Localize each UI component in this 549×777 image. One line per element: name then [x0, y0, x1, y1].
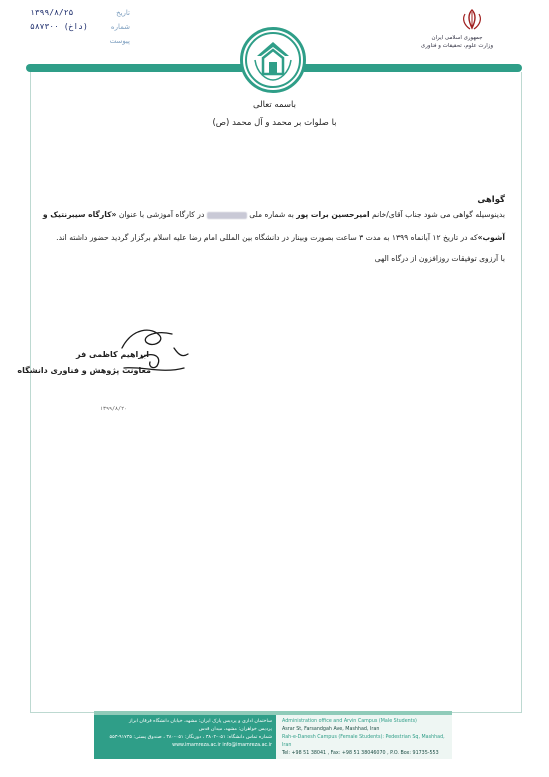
footer-english-text: Administration office and Arvin Campus (Male Students) Asrar St, Farsandgah Ave, Mashhad, Iran Rah-e-Danesh Campus (Female Students): Pedestrian Sq, Mashhad, Iran Tel: +98 51 38041 , Fax: +98 51 38046070 , P.O. Box: 91735-553 [282, 719, 445, 756]
date-value: ۱۳۹۹/۸/۲۵ [30, 8, 74, 17]
number-label: شماره [110, 23, 130, 31]
invocation: باسمه تعالی [253, 100, 296, 110]
certificate-title: گواهی [477, 195, 505, 205]
header-bar-right [304, 64, 522, 72]
signatory-name: ابراهیم کاظمی فر [76, 350, 149, 359]
header-bar-left [26, 64, 242, 72]
number-row [30, 20, 130, 34]
iran-emblem-icon [458, 8, 486, 32]
number-value: (داخ) ۵۸۷۳۰۰ [30, 22, 88, 31]
ministry-name: جمهوری اسلامی ایران وزارت علوم، تحقیقات و فناوری [420, 35, 494, 49]
letter-frame [30, 72, 522, 713]
footer-persian-text: ساختمان اداری و پردیس پارک ایران: مشهد، خیابان دانشگاه فرقان ابراز پردیس خواهران: مشهد، میدان قدس شماره تماس دانشگاه: ۰۵۱-۳۸۰۲ ، دورنگار: ۰۵۱-۳۸۰ ، صندوق پستی: ۹۱۷۳۵-۵۵۳ www.imamreza.ac.ir info@imamreza.ac.ir [109, 719, 272, 748]
person-name: امیرحسین برات پور [296, 210, 370, 219]
university-logo [240, 27, 306, 93]
redacted-national-id [207, 212, 247, 219]
date-row [30, 6, 130, 20]
letter-meta [30, 6, 130, 48]
course-title-part-1: «کارگاه سیبرنتیک و [42, 210, 117, 219]
course-title-part-2: آشوب» [477, 233, 505, 242]
certificate-line-2: آشوب»که در تاریخ ۱۲ آبانماه ۱۳۹۹ به مدت ۳ ساعت بصورت وبینار در دانشگاه بین المللی امام رضا علیه اسلام برگزار گردید حضور داشته اند. [56, 233, 505, 242]
closing-wish: با آرزوی توفیقات روزافزون از درگاه الهی [374, 254, 505, 263]
university-logo-icon [243, 30, 303, 90]
salutation: با صلوات بر محمد و آل محمد (ص) [212, 118, 337, 128]
attachment-label: پیوست [109, 37, 130, 45]
signatory-title: معاونت پژوهش و فناوری دانشگاه [17, 366, 151, 375]
date-label: تاریخ [116, 9, 130, 17]
signature-ref: ۱۳۹۹/۸/۲۰ [100, 406, 128, 412]
certificate-line-1: بدینوسیله گواهی می شود جناب آقای/خانم امیرحسین برات پور به شماره ملی در کارگاه آموزشی با عنوان «کارگاه سیبرنتیک و [42, 210, 505, 219]
attachment-row [30, 34, 130, 48]
